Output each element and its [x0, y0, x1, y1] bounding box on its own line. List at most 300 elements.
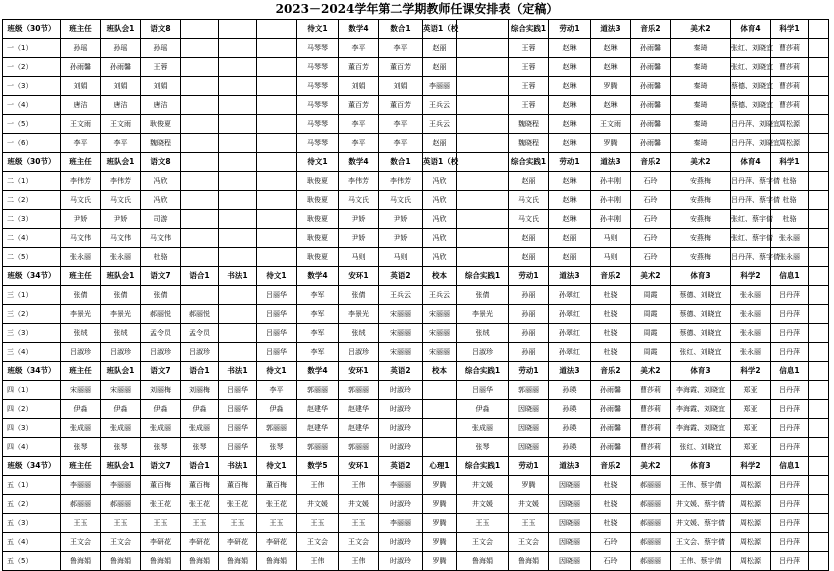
- header-cell: [809, 267, 829, 286]
- teacher-cell: 安燕梅: [671, 248, 731, 267]
- teacher-cell: [257, 58, 297, 77]
- header-cell: 科学2: [731, 362, 771, 381]
- class-cell: 四（4）: [3, 438, 61, 457]
- teacher-cell: 张红、蔡宇倩: [731, 229, 771, 248]
- teacher-cell: 张王花: [219, 495, 257, 514]
- teacher-cell: 王文雨: [61, 115, 101, 134]
- header-cell: 劳动1: [549, 153, 591, 172]
- header-cell: 体育4: [731, 153, 771, 172]
- header-cell: 书法1: [219, 267, 257, 286]
- header-cell: 班主任: [61, 267, 101, 286]
- teacher-cell: 伊淼: [257, 400, 297, 419]
- teacher-cell: 郝丽丽: [631, 495, 671, 514]
- header-cell: 劳动1: [549, 20, 591, 39]
- header-cell: 班级（34节）: [3, 457, 61, 476]
- teacher-cell: 周霞: [631, 286, 671, 305]
- teacher-cell: 王兵云: [379, 286, 423, 305]
- teacher-cell: 孙雨馨: [61, 58, 101, 77]
- teacher-cell: 郭丽丽: [509, 381, 549, 400]
- header-cell: [181, 20, 219, 39]
- header-cell: 数学5: [297, 457, 339, 476]
- teacher-cell: 张绒: [101, 324, 141, 343]
- teacher-cell: 郭丽丽: [339, 381, 379, 400]
- teacher-cell: 周松源: [771, 134, 809, 153]
- teacher-cell: 赵琳: [549, 58, 591, 77]
- header-cell: 班队会1: [101, 267, 141, 286]
- teacher-cell: 耿俊夏: [141, 115, 181, 134]
- teacher-cell: [181, 229, 219, 248]
- teacher-cell: 王文会: [61, 533, 101, 552]
- teacher-cell: 吕丹萍: [771, 400, 809, 419]
- header-cell: 班队会1: [101, 457, 141, 476]
- teacher-cell: 刘娟: [141, 77, 181, 96]
- teacher-cell: 李平: [339, 39, 379, 58]
- teacher-cell: 宋丽丽: [379, 343, 423, 362]
- table-row: [3, 533, 829, 552]
- teacher-cell: 因晓丽: [509, 438, 549, 457]
- teacher-cell: 王蓉: [509, 77, 549, 96]
- teacher-cell: [257, 77, 297, 96]
- header-cell: [181, 153, 219, 172]
- teacher-cell: 吕丹萍: [771, 476, 809, 495]
- teacher-cell: 因晓丽: [549, 533, 591, 552]
- teacher-cell: 孙翠红: [549, 305, 591, 324]
- teacher-cell: 张永丽: [731, 286, 771, 305]
- teacher-cell: 李伟芳: [101, 172, 141, 191]
- teacher-cell: 王文会: [509, 533, 549, 552]
- table-row: [3, 552, 829, 571]
- teacher-cell: [809, 229, 829, 248]
- header-cell: 音乐2: [631, 153, 671, 172]
- teacher-cell: 孙雨馨: [591, 419, 631, 438]
- class-cell: 一（3）: [3, 77, 61, 96]
- teacher-cell: 刘丽梅: [181, 381, 219, 400]
- header-cell: 信息1: [771, 267, 809, 286]
- teacher-cell: 张永丽: [61, 248, 101, 267]
- header-cell: 科学2: [731, 457, 771, 476]
- class-cell: 三（1）: [3, 286, 61, 305]
- teacher-cell: 李景光: [339, 305, 379, 324]
- teacher-cell: 张红、刘晓宜: [671, 438, 731, 457]
- teacher-cell: 伊淼: [101, 400, 141, 419]
- teacher-cell: 石玲: [591, 533, 631, 552]
- teacher-cell: 安燕梅: [671, 229, 731, 248]
- teacher-cell: 吕丽华: [457, 381, 509, 400]
- teacher-cell: [809, 324, 829, 343]
- teacher-cell: 李景光: [101, 305, 141, 324]
- class-cell: 一（4）: [3, 96, 61, 115]
- teacher-cell: 孙瑛: [549, 381, 591, 400]
- teacher-cell: 赵丽: [549, 229, 591, 248]
- teacher-cell: 尹娇: [339, 229, 379, 248]
- teacher-cell: [457, 115, 509, 134]
- teacher-cell: [809, 343, 829, 362]
- teacher-cell: 秦琦: [671, 115, 731, 134]
- header-cell: [257, 153, 297, 172]
- teacher-cell: 马琴琴: [297, 39, 339, 58]
- teacher-cell: 吕丽华: [257, 324, 297, 343]
- teacher-cell: 王蓉: [509, 58, 549, 77]
- header-cell: 数合1: [379, 153, 423, 172]
- teacher-cell: [257, 39, 297, 58]
- teacher-cell: [181, 134, 219, 153]
- header-cell: 待文1: [257, 362, 297, 381]
- header-cell: 劳动1: [509, 267, 549, 286]
- teacher-cell: 吕丹萍、蔡宇倩: [731, 191, 771, 210]
- table-row: [3, 476, 829, 495]
- header-cell: 英语1（校: [423, 153, 457, 172]
- teacher-cell: 赵琳: [549, 210, 591, 229]
- teacher-cell: 耿俊夏: [297, 248, 339, 267]
- teacher-cell: 杜骆: [141, 248, 181, 267]
- section-header-row: [3, 362, 829, 381]
- header-cell: 科学1: [771, 153, 809, 172]
- teacher-cell: 时淑玲: [379, 533, 423, 552]
- header-cell: 综合实践1: [457, 267, 509, 286]
- teacher-cell: 郝丽丽: [631, 552, 671, 571]
- table-row: [3, 39, 829, 58]
- teacher-cell: 秦琦: [671, 77, 731, 96]
- teacher-cell: 时淑玲: [379, 419, 423, 438]
- teacher-cell: 唐洁: [61, 96, 101, 115]
- header-cell: 安环1: [339, 457, 379, 476]
- teacher-cell: 李平: [339, 134, 379, 153]
- header-cell: 体育3: [671, 457, 731, 476]
- teacher-cell: 吕淑珍: [457, 343, 509, 362]
- teacher-cell: 蔡德、刘晓宜: [671, 324, 731, 343]
- teacher-cell: 张绒: [457, 324, 509, 343]
- teacher-cell: 尹娇: [379, 210, 423, 229]
- header-cell: 数学4: [339, 20, 379, 39]
- teacher-cell: 郑亚: [731, 419, 771, 438]
- teacher-cell: 李景光: [457, 305, 509, 324]
- teacher-cell: 尹娇: [101, 210, 141, 229]
- teacher-cell: [181, 210, 219, 229]
- teacher-cell: [809, 495, 829, 514]
- teacher-cell: [181, 286, 219, 305]
- teacher-cell: 宋丽丽: [423, 343, 457, 362]
- teacher-cell: [219, 39, 257, 58]
- teacher-cell: 孟令员: [141, 324, 181, 343]
- teacher-cell: 张绒: [339, 324, 379, 343]
- teacher-cell: [809, 400, 829, 419]
- teacher-cell: 郝丽悦: [141, 305, 181, 324]
- teacher-cell: 孙雨馨: [631, 96, 671, 115]
- teacher-cell: 王玉: [257, 514, 297, 533]
- header-cell: 数学4: [339, 153, 379, 172]
- header-cell: 书法1: [219, 362, 257, 381]
- teacher-cell: 孙雨馨: [631, 115, 671, 134]
- teacher-cell: 宋丽丽: [379, 324, 423, 343]
- teacher-cell: 马文氏: [379, 191, 423, 210]
- teacher-cell: 罗腾: [509, 476, 549, 495]
- teacher-cell: [181, 248, 219, 267]
- teacher-cell: 王兵云: [423, 286, 457, 305]
- teacher-cell: 刘娟: [379, 77, 423, 96]
- teacher-cell: 吕淑珍: [101, 343, 141, 362]
- teacher-cell: 马琴琴: [297, 77, 339, 96]
- teacher-cell: 张永丽: [101, 248, 141, 267]
- teacher-cell: 吕丹萍、蔡宇倩: [731, 172, 771, 191]
- teacher-cell: [457, 210, 509, 229]
- teacher-cell: 王伟: [297, 552, 339, 571]
- teacher-cell: 冯欣: [423, 172, 457, 191]
- teacher-cell: 吕丹萍: [771, 419, 809, 438]
- header-cell: 待文1: [297, 20, 339, 39]
- teacher-cell: 时淑玲: [379, 381, 423, 400]
- teacher-cell: [219, 343, 257, 362]
- header-cell: 综合实践1: [457, 457, 509, 476]
- teacher-cell: 王蓉: [509, 39, 549, 58]
- class-cell: 四（3）: [3, 419, 61, 438]
- table-row: [3, 400, 829, 419]
- header-cell: 美术2: [671, 153, 731, 172]
- teacher-cell: 孙瑛: [549, 400, 591, 419]
- teacher-cell: 李海霞、刘晓宜: [671, 400, 731, 419]
- teacher-cell: 蔡德、刘晓宜: [731, 96, 771, 115]
- teacher-cell: [219, 115, 257, 134]
- teacher-cell: 李军: [297, 324, 339, 343]
- teacher-cell: 鲁海娟: [219, 552, 257, 571]
- teacher-cell: 吕丽华: [219, 419, 257, 438]
- teacher-cell: 井文媛、蔡宇倩: [671, 495, 731, 514]
- teacher-cell: [457, 58, 509, 77]
- header-cell: [809, 153, 829, 172]
- teacher-cell: [809, 476, 829, 495]
- teacher-cell: [809, 77, 829, 96]
- header-cell: 班级（34节）: [3, 267, 61, 286]
- class-cell: 一（1）: [3, 39, 61, 58]
- teacher-cell: [809, 115, 829, 134]
- teacher-cell: 曹莎莉: [771, 77, 809, 96]
- teacher-cell: 赵琳: [549, 115, 591, 134]
- teacher-cell: 赵琳: [549, 172, 591, 191]
- header-cell: 班队会1: [101, 20, 141, 39]
- class-cell: 二（1）: [3, 172, 61, 191]
- teacher-cell: 冯欣: [423, 191, 457, 210]
- header-cell: 道法3: [591, 153, 631, 172]
- teacher-cell: 王玉: [141, 514, 181, 533]
- teacher-cell: 赵丽: [423, 58, 457, 77]
- teacher-cell: [219, 305, 257, 324]
- teacher-cell: 赵琳: [591, 96, 631, 115]
- teacher-cell: 郭丽丽: [257, 419, 297, 438]
- teacher-cell: [809, 39, 829, 58]
- teacher-cell: 曹莎莉: [631, 419, 671, 438]
- header-cell: 英语2: [379, 267, 423, 286]
- teacher-cell: 冯欣: [423, 229, 457, 248]
- header-cell: 班级（30节）: [3, 20, 61, 39]
- teacher-cell: 赵琳: [591, 58, 631, 77]
- teacher-cell: 王蓉: [509, 96, 549, 115]
- teacher-cell: [181, 172, 219, 191]
- teacher-cell: 蔡德、刘晓宜: [731, 77, 771, 96]
- teacher-cell: 郑亚: [731, 400, 771, 419]
- teacher-cell: 安燕梅: [671, 172, 731, 191]
- teacher-cell: 伊淼: [61, 400, 101, 419]
- teacher-cell: 耿俊夏: [297, 191, 339, 210]
- teacher-cell: 张倩: [141, 286, 181, 305]
- sheet-title: 2023－2024学年第二学期教师任课安排表（定稿）: [275, 2, 559, 16]
- header-cell: 数合1: [379, 20, 423, 39]
- teacher-cell: 马文氏: [101, 191, 141, 210]
- class-cell: 三（4）: [3, 343, 61, 362]
- header-cell: 班主任: [61, 20, 101, 39]
- teacher-cell: 冯欣: [423, 210, 457, 229]
- header-cell: 道法3: [549, 362, 591, 381]
- teacher-cell: 赵琳: [549, 77, 591, 96]
- teacher-cell: 孙丰刚: [591, 172, 631, 191]
- header-cell: 班级（34节）: [3, 362, 61, 381]
- teacher-cell: 郝丽丽: [101, 495, 141, 514]
- teacher-cell: 郝丽丽: [631, 476, 671, 495]
- teacher-cell: 张倩: [101, 286, 141, 305]
- teacher-cell: 吕丹萍: [771, 533, 809, 552]
- teacher-cell: 赵建华: [339, 400, 379, 419]
- table-row: [3, 134, 829, 153]
- header-cell: 英语1（校: [423, 20, 457, 39]
- teacher-cell: [809, 191, 829, 210]
- teacher-cell: [219, 58, 257, 77]
- teacher-cell: 李平: [61, 134, 101, 153]
- teacher-cell: 井文媛: [297, 495, 339, 514]
- class-cell: 二（2）: [3, 191, 61, 210]
- table-row: [3, 343, 829, 362]
- teacher-cell: [809, 533, 829, 552]
- teacher-cell: 董百梅: [257, 476, 297, 495]
- teacher-cell: 马琴琴: [297, 96, 339, 115]
- teacher-cell: 孙翠红: [549, 343, 591, 362]
- teacher-cell: 因晓丽: [549, 476, 591, 495]
- class-cell: 五（3）: [3, 514, 61, 533]
- teacher-cell: 赵琳: [549, 134, 591, 153]
- teacher-cell: 董百梅: [141, 476, 181, 495]
- teacher-cell: 尹娇: [61, 210, 101, 229]
- teacher-cell: 王兵云: [423, 115, 457, 134]
- header-cell: 班主任: [61, 457, 101, 476]
- teacher-cell: 曹莎莉: [631, 381, 671, 400]
- teacher-cell: 吕丹萍: [771, 286, 809, 305]
- header-cell: 校本: [423, 267, 457, 286]
- teacher-cell: 井文媛、蔡宇倩: [671, 514, 731, 533]
- teacher-cell: [257, 210, 297, 229]
- teacher-cell: 赵丽: [509, 172, 549, 191]
- teacher-cell: 吕淑珍: [339, 343, 379, 362]
- teacher-cell: 因晓丽: [509, 419, 549, 438]
- teacher-cell: 李平: [101, 134, 141, 153]
- teacher-cell: 吕丽华: [257, 286, 297, 305]
- teacher-cell: [219, 248, 257, 267]
- teacher-cell: 石玲: [631, 210, 671, 229]
- teacher-cell: 刘娟: [61, 77, 101, 96]
- teacher-cell: 曹莎莉: [771, 96, 809, 115]
- teacher-cell: 郭丽丽: [297, 438, 339, 457]
- header-cell: 待文1: [257, 457, 297, 476]
- teacher-cell: 马文伟: [101, 229, 141, 248]
- teacher-cell: 孙丰刚: [591, 191, 631, 210]
- teacher-cell: [809, 552, 829, 571]
- teacher-cell: 董百芳: [379, 96, 423, 115]
- teacher-cell: [219, 210, 257, 229]
- teacher-cell: 耿俊夏: [297, 229, 339, 248]
- teacher-cell: 安燕梅: [671, 191, 731, 210]
- teacher-cell: 杜骆: [771, 191, 809, 210]
- teacher-cell: 李海霞、刘晓宜: [671, 381, 731, 400]
- teacher-cell: 张琴: [257, 438, 297, 457]
- header-cell: 语文7: [141, 362, 181, 381]
- teacher-cell: 张永丽: [771, 248, 809, 267]
- table-row: [3, 381, 829, 400]
- teacher-cell: 吕丹萍: [771, 324, 809, 343]
- teacher-cell: 王玉: [339, 514, 379, 533]
- teacher-cell: 吕淑珍: [141, 343, 181, 362]
- teacher-cell: 董百芳: [379, 58, 423, 77]
- teacher-cell: [809, 58, 829, 77]
- teacher-cell: 孙丽: [509, 324, 549, 343]
- teacher-cell: 张红、刘晓宜: [731, 58, 771, 77]
- teacher-cell: 李研花: [181, 533, 219, 552]
- teacher-cell: 井文媛: [457, 476, 509, 495]
- teacher-cell: 马文氏: [339, 191, 379, 210]
- header-cell: 综合实践1: [509, 153, 549, 172]
- header-cell: 劳动1: [509, 457, 549, 476]
- teacher-cell: 赵建华: [297, 419, 339, 438]
- teacher-cell: 李研花: [257, 533, 297, 552]
- teacher-cell: 孙翠红: [549, 286, 591, 305]
- header-cell: 班队会1: [101, 153, 141, 172]
- teacher-cell: 魏晓程: [141, 134, 181, 153]
- table-row: [3, 58, 829, 77]
- teacher-cell: 因晓丽: [509, 400, 549, 419]
- teacher-cell: 因晓丽: [549, 495, 591, 514]
- teacher-cell: 郑亚: [731, 438, 771, 457]
- header-cell: 体育3: [671, 267, 731, 286]
- teacher-cell: 蔡德、刘晓宜: [671, 286, 731, 305]
- teacher-cell: 孙瑶: [61, 39, 101, 58]
- teacher-cell: 吕丹萍: [771, 305, 809, 324]
- header-cell: 数学4: [297, 362, 339, 381]
- teacher-cell: 刘娟: [101, 77, 141, 96]
- teacher-cell: 李平: [379, 39, 423, 58]
- table-row: [3, 210, 829, 229]
- header-cell: [257, 20, 297, 39]
- teacher-cell: 王玉: [297, 514, 339, 533]
- teacher-cell: 孙瑶: [141, 39, 181, 58]
- teacher-cell: 马则: [591, 248, 631, 267]
- teacher-cell: 郝丽悦: [181, 305, 219, 324]
- schedule-body: [3, 20, 829, 571]
- header-cell: 道法3: [549, 267, 591, 286]
- teacher-cell: 石玲: [631, 229, 671, 248]
- class-cell: 四（1）: [3, 381, 61, 400]
- header-cell: 校本: [423, 362, 457, 381]
- class-cell: 三（2）: [3, 305, 61, 324]
- teacher-cell: 李海霞、刘晓宜: [671, 419, 731, 438]
- header-cell: 语合1: [181, 457, 219, 476]
- teacher-cell: 罗腾: [423, 533, 457, 552]
- teacher-cell: 杜骁: [591, 305, 631, 324]
- teacher-cell: 吕丽华: [219, 400, 257, 419]
- teacher-cell: 伊淼: [181, 400, 219, 419]
- teacher-cell: 张成丽: [181, 419, 219, 438]
- teacher-cell: 吕丹萍: [771, 495, 809, 514]
- teacher-cell: 杜骁: [591, 286, 631, 305]
- teacher-cell: 赵琳: [549, 39, 591, 58]
- header-cell: 语文8: [141, 20, 181, 39]
- teacher-cell: [809, 419, 829, 438]
- teacher-cell: 张成丽: [141, 419, 181, 438]
- teacher-cell: 李景光: [61, 305, 101, 324]
